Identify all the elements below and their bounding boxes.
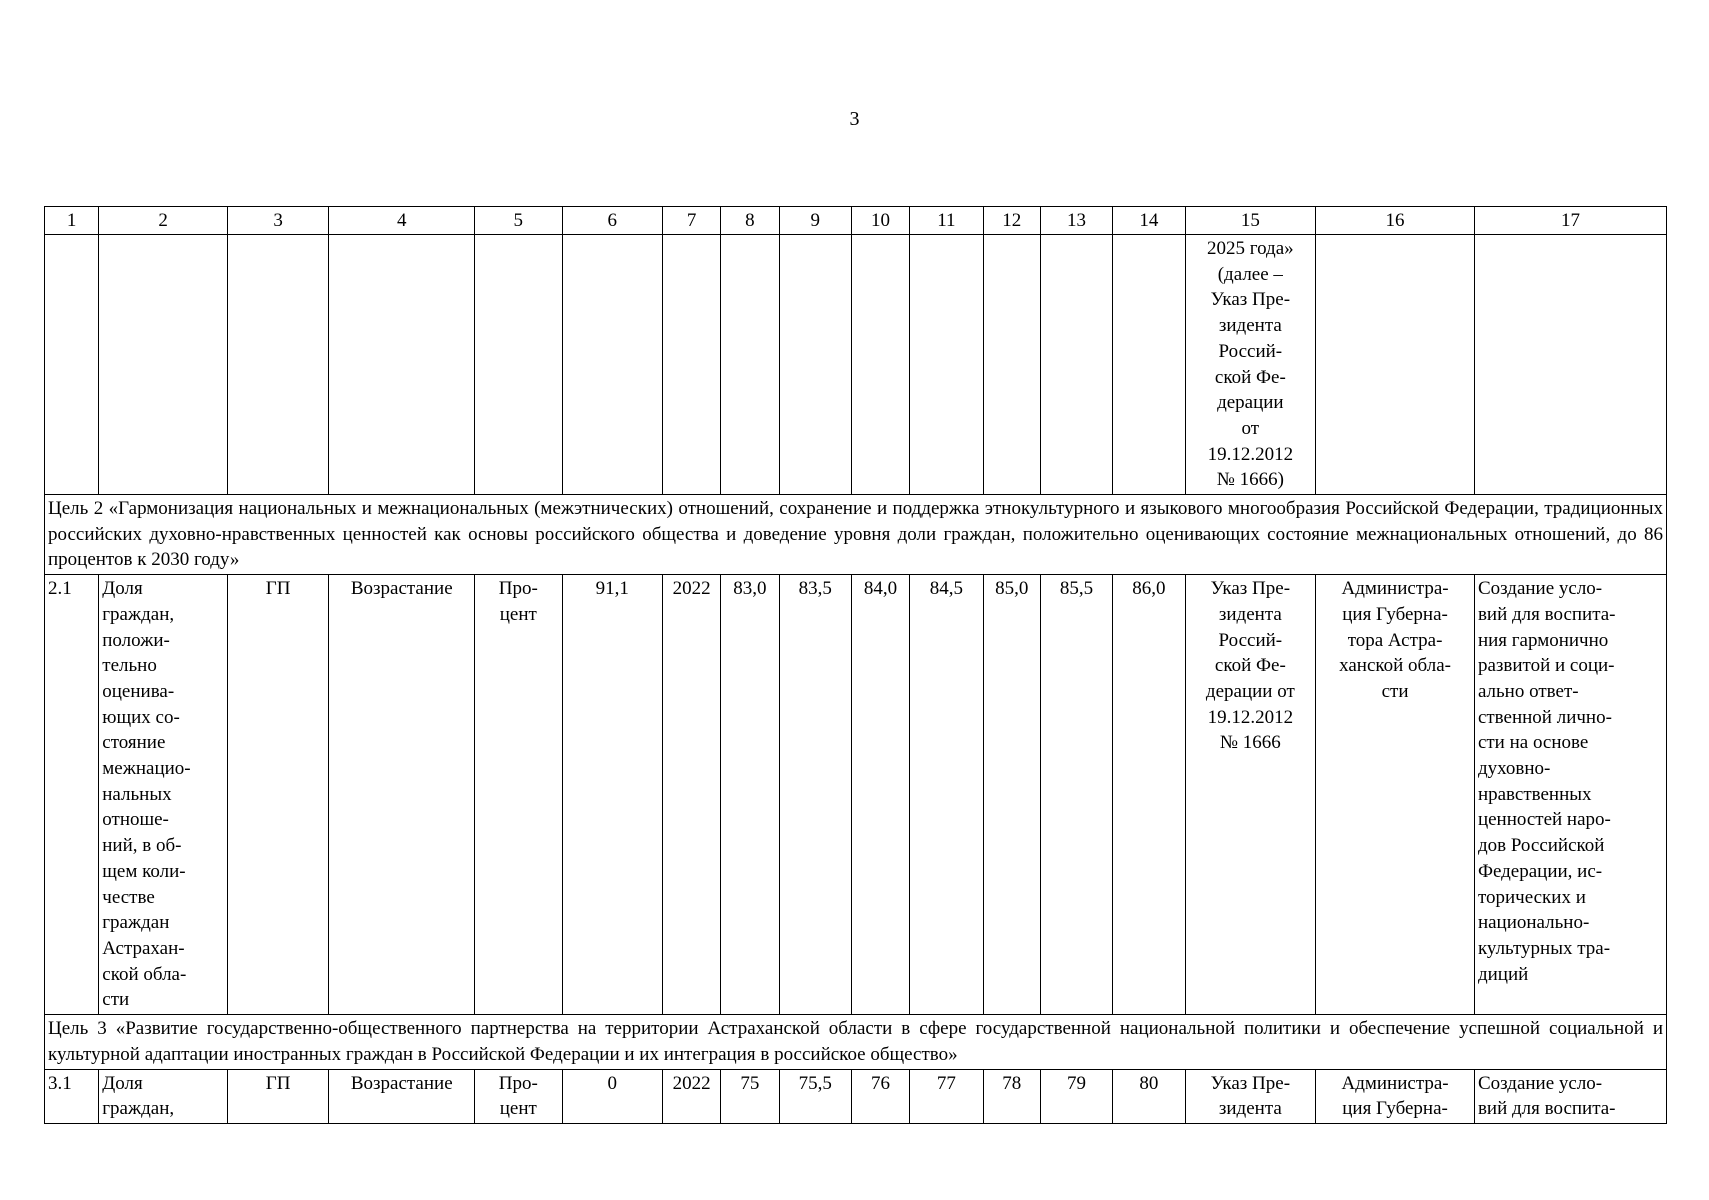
table-cell xyxy=(475,235,562,495)
col-header-13: 13 xyxy=(1040,207,1112,235)
base-year: 2022 xyxy=(663,1069,721,1123)
value-col-9: 83,5 xyxy=(779,575,851,1015)
goal-3-text: Цель 3 «Развитие государственно-общественного партнерства на территории Астраханской области в сфере государственной национальной политики и обеспечение успешной социальной и культурной адаптации иностранных граждан в Российской Федерации и их интеграция в российское общество» xyxy=(45,1015,1667,1069)
indicator-name: Доля граждан, положи- тельно оценива- ющих со- стояние межнацио- нальных отноше- ний, в об- щем коли- честве граждан Астрахан- ской обла- сти xyxy=(99,575,228,1015)
table-row-2-1 xyxy=(45,575,1667,1015)
goal-2-row xyxy=(45,495,1667,575)
responsible-body: Администра- ция Губерна- тора Астра- ханской обла- сти xyxy=(1316,575,1475,1015)
base-value: 0 xyxy=(562,1069,662,1123)
table-cell xyxy=(99,235,228,495)
row-number: 2.1 xyxy=(45,575,99,1015)
table-cell xyxy=(1474,235,1666,495)
col-header-16: 16 xyxy=(1316,207,1475,235)
col-header-2: 2 xyxy=(99,207,228,235)
value-col-11: 84,5 xyxy=(910,575,983,1015)
col-header-7: 7 xyxy=(663,207,721,235)
document-reference: Указ Пре- зидента Россий- ской Фе- дерации от 19.12.2012 № 1666 xyxy=(1185,575,1316,1015)
document-reference: Указ Пре- зидента xyxy=(1185,1069,1316,1123)
col-header-3: 3 xyxy=(227,207,329,235)
col-header-12: 12 xyxy=(983,207,1040,235)
table-cell xyxy=(562,235,662,495)
table-cell xyxy=(1040,235,1112,495)
indicator-level: ГП xyxy=(227,575,329,1015)
table-row-3-1 xyxy=(45,1069,1667,1123)
national-goal-link: Создание усло- вий для воспита- xyxy=(1474,1069,1666,1123)
col-header-8: 8 xyxy=(721,207,779,235)
value-col-10: 84,0 xyxy=(851,575,909,1015)
goal-3-row xyxy=(45,1015,1667,1069)
value-col-12: 78 xyxy=(983,1069,1040,1123)
value-col-11: 77 xyxy=(910,1069,983,1123)
indicator-unit: Про- цент xyxy=(475,1069,562,1123)
value-col-9: 75,5 xyxy=(779,1069,851,1123)
value-col-12: 85,0 xyxy=(983,575,1040,1015)
col-header-11: 11 xyxy=(910,207,983,235)
col-header-15: 15 xyxy=(1185,207,1316,235)
value-col-13: 85,5 xyxy=(1040,575,1112,1015)
national-goal-link: Создание усло- вий для воспита- ния гармонично развитой и соци- ально ответ- ственной лично- сти на основе духовно- нравственных ценностей наро- дов Российской Федерации, ис- торических и национально- культурных тра- диций xyxy=(1474,575,1666,1015)
table-cell xyxy=(45,235,99,495)
table-cell xyxy=(851,235,909,495)
column-number-row xyxy=(45,207,1667,235)
page-number: 3 xyxy=(849,108,860,130)
col-header-9: 9 xyxy=(779,207,851,235)
indicator-trend: Возрастание xyxy=(329,1069,475,1123)
indicator-trend: Возрастание xyxy=(329,575,475,1015)
table-cell xyxy=(227,235,329,495)
value-col-8: 83,0 xyxy=(721,575,779,1015)
indicator-name: Доля граждан, xyxy=(99,1069,228,1123)
col-header-4: 4 xyxy=(329,207,475,235)
table-cell xyxy=(779,235,851,495)
table-cell xyxy=(983,235,1040,495)
table-cell xyxy=(329,235,475,495)
col-header-10: 10 xyxy=(851,207,909,235)
col-header-6: 6 xyxy=(562,207,662,235)
table-cell xyxy=(663,235,721,495)
value-col-8: 75 xyxy=(721,1069,779,1123)
continuation-document-cell: 2025 года» (далее – Указ Пре- зидента Россий- ской Фе- дерации от 19.12.2012 № 1666) xyxy=(1185,235,1316,495)
col-header-14: 14 xyxy=(1113,207,1185,235)
table-cell xyxy=(1316,235,1475,495)
indicator-level: ГП xyxy=(227,1069,329,1123)
row-number: 3.1 xyxy=(45,1069,99,1123)
col-header-1: 1 xyxy=(45,207,99,235)
base-value: 91,1 xyxy=(562,575,662,1015)
value-col-13: 79 xyxy=(1040,1069,1112,1123)
indicator-unit: Про- цент xyxy=(475,575,562,1015)
table-cell xyxy=(910,235,983,495)
table-row-continuation xyxy=(45,235,1667,495)
value-col-14: 86,0 xyxy=(1113,575,1185,1015)
indicators-table xyxy=(44,206,1667,1124)
value-col-10: 76 xyxy=(851,1069,909,1123)
col-header-5: 5 xyxy=(475,207,562,235)
responsible-body: Администра- ция Губерна- xyxy=(1316,1069,1475,1123)
goal-2-text: Цель 2 «Гармонизация национальных и межнациональных (межэтнических) отношений, сохранение и поддержка этнокультурного и языкового многообразия Российской Федерации, традиционных российских духовно-нравственных ценностей как основы российского общества и доведение уровня доли граждан, положительно оценивающих состояние межнациональных отношений, до 86 процентов к 2030 году» xyxy=(45,495,1667,575)
col-header-17: 17 xyxy=(1474,207,1666,235)
table-cell xyxy=(721,235,779,495)
table-cell xyxy=(1113,235,1185,495)
value-col-14: 80 xyxy=(1113,1069,1185,1123)
base-year: 2022 xyxy=(663,575,721,1015)
